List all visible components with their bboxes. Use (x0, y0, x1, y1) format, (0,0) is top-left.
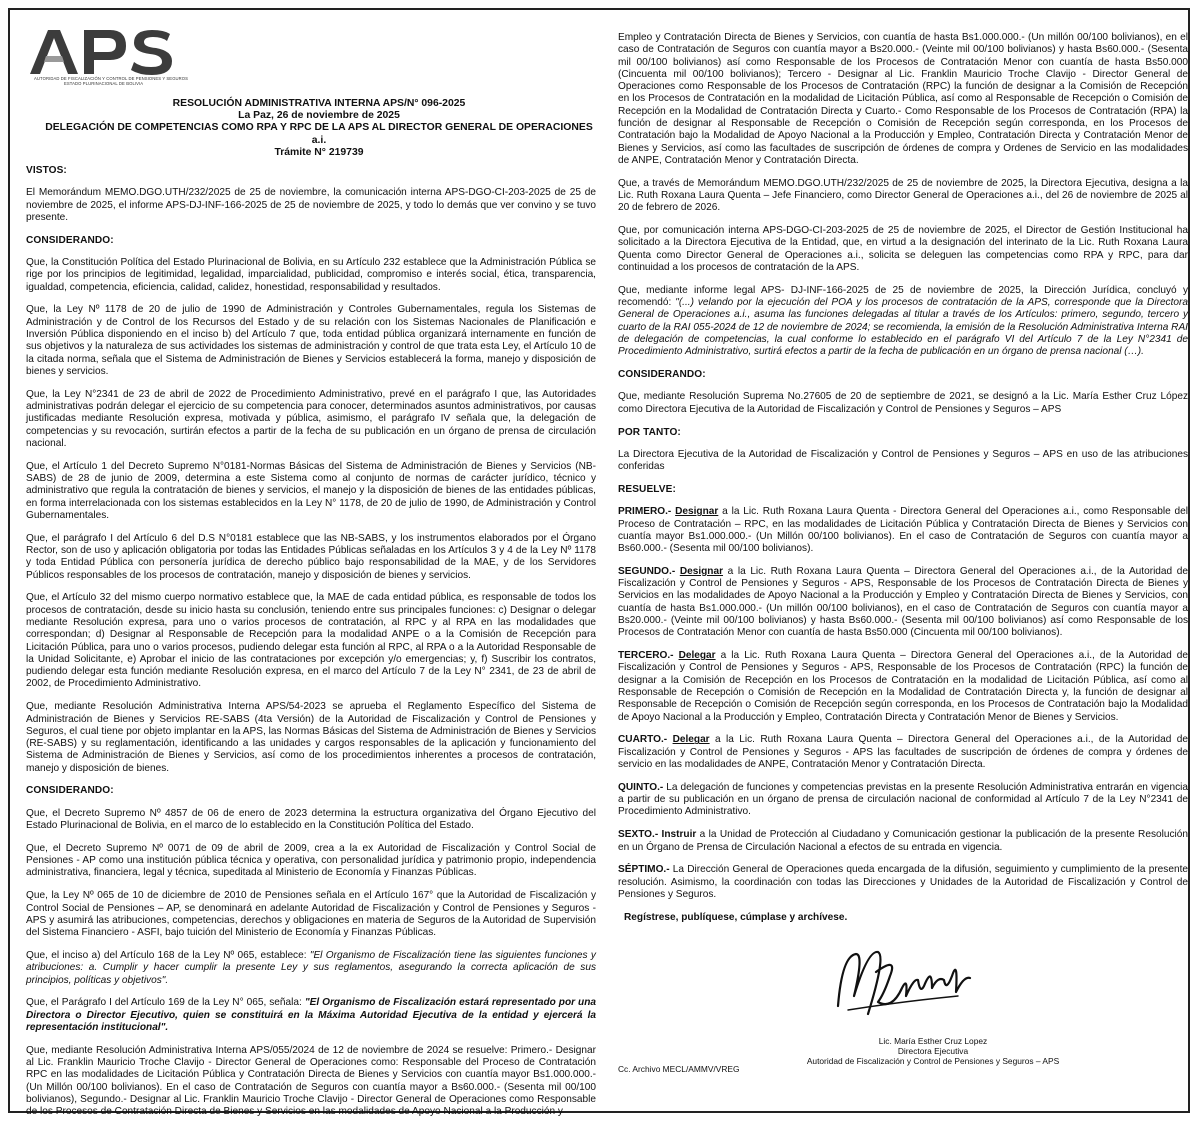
resolution-title: RESOLUCIÓN ADMINISTRATIVA INTERNA APS/N° 096-2025 (172, 98, 466, 109)
paragraph: Que, por comunicación interna APS-DGO-CI-203-2025 de 25 de noviembre de 2025, el Director de Gestión Institucional ha solicitado a la Directora Ejecutiva de la Entidad, que, en virtud a la designación del interinato de la Lic. Ruth Roxana Laura Quenta como Director General de Operaciones a.i., solicita se deleguen las competencias como RPA y RPC, para dar continuidad a los procesos de contratación de la APS. (618, 225, 1188, 274)
quote-lead: Que, el Parágrafo I del Artículo 169 de la Ley N° 065, señala: (26, 997, 305, 1009)
article-label: TERCERO.- (618, 650, 674, 662)
copy-archive-note: Cc. Archivo MECL/AMMV/VREG (618, 1064, 740, 1075)
considerando-heading-2: CONSIDERANDO: (26, 785, 114, 797)
closing-formula: Regístrese, publíquese, cúmplase y archívese. (624, 911, 848, 923)
vistos-paragraph: El Memorándum MEMO.DGO.UTH/232/2025 de 25 de noviembre, la comunicación interna APS-DGO-CI-203-2025 de 25 de noviembre de 2025, el informe APS-DJ-INF-166-2025 de 25 de noviembre de 2025, y todo lo demás que ver convino y se tuvo presente. (26, 187, 596, 223)
article-tercero (618, 650, 1188, 724)
article-label: SEXTO.- (618, 829, 659, 841)
article-label: SÉPTIMO.- (618, 864, 670, 876)
considerando-heading-3: CONSIDERANDO: (618, 369, 706, 381)
article-label: SEGUNDO.- (618, 565, 676, 577)
paragraph: Que, mediante Resolución Administrativa Interna APS/055/2024 de 12 de noviembre de 2024 se resuelve: Primero.- Designar al Lic. Franklin Mauricio Troche Clavijo - Director General de Operaciones como: Responsable del Proceso de Contratación RPC en las modalidades de Licitación Pública y Contratación Directa de Bienes y Servicios con cuantía mayor Bs1.000.000.- (Un Millón 00/100 bolivianos). En el caso de Contratación de Seguros con cuantía mayor a Bs60.000.- (Sesenta mil 00/100 bolivianos), Segundo.- Designar al Lic. Franklin Mauricio Troche Clavijo - Director General de Operaciones como Responsable de los Procesos de Contratación Directa de Bienes y Servicios en las modalidades de Apoyo Nacional a la Producción y (26, 1044, 596, 1118)
paragraph: Que, la Constitución Política del Estado Plurinacional de Bolivia, en su Artículo 232 establece que la Administración Pública se rige por los principios de legitimidad, legalidad, imparcialidad, publicidad, compromiso e interés social, ética, transparencia, igualdad, competencia, eficiencia, calidad, calidez, honestidad, responsabilidad y resultados. (26, 257, 596, 293)
article-verb: Delegar (678, 650, 716, 662)
paragraph: Que, la Ley Nº 1178 de 20 de julio de 1990 de Administración y Controles Gubernamentales, regula los Sistemas de Administración y de Control de los Recursos del Estado y de su relación con los Sistemas Nacionales de Planificación e Inversión Pública disponiendo en el inciso b) del Artículo 7 que, toda entidad pública organizará internamente en función de sus objetivos y la naturaleza de sus actividades los sistemas de administración y control de que trata esta Ley, el Artículo 10 de la citada norma, señala que el Sistema de Administración de Bienes y Servicios establecerá la forma, manejo y disposición de bienes y servicios. (26, 304, 596, 377)
article-text: a la Lic. Ruth Roxana Laura Quenta – Directora General del Operaciones a.i., de la Autoridad de Fiscalización y Control de Pensiones y Seguros - APS, Responsable de los Procesos de Contratación (RPC) la función de designar a la Comisión de Recepción en los Procesos de Contratación en la modalidad de Licitación Pública, así como al Responsable de Recepción o Comisión de Recepción en la Modalidad de Contratación Directa y, la función de designar al Responsable de Recepción o Comisión de Recepción según corresponda, en los Procesos de Contratación bajo la Modalidad de Apoyo Nacional a la Producción y Empleo, Contratación Directa y Contratación Menor de Bienes y Servicios. (618, 650, 1188, 723)
quote-lead: Que, mediante informe legal APS- DJ-INF-166-2025 de 25 de noviembre de 2025, la Dirección Jurídica, concluyó y recomendó: (618, 284, 1188, 309)
article-text: La delegación de funciones y competencias previstas en la presente Resolución Administrativa entrarán en vigencia a partir de su publicación en un órgano de prensa de circulación nacional de conformidad al Artículo 7 de la Ley N°2341 de Procedimiento Administrativo. (618, 781, 1188, 818)
quote-text: "(...) velando por la ejecución del POA y los procesos de contratación de la APS, corresponde que la Directora General de Operaciones a.i., asuma las funciones delegadas al titular a través de los Artículos: primero, segundo, tercero y cuarto de la RAI 055-2024 de 12 de noviembre de 2024; se recomienda, la emisión de la Resolución Administrativa Interna RAI de delegación de competencias, la cual conforme lo establecido en el parágrafo VI del Artículo 7 de la Ley N°2341 de Procedimiento Administrativo, surtirá efectos a partir de la fecha de publicación en un órgano de prensa nacional (…). (618, 297, 1188, 358)
article-text: a la Lic. Ruth Roxana Laura Quenta – Directora General del Operaciones a.i., de la Autoridad de Fiscalización y Control de Pensiones y Seguros - APS, Responsable de los Procesos de Contratación Directa de Bienes y Servicios en las modalidades de Apoyo Nacional a la Producción y Empleo y Contratación Directa de Bienes y Servicios, con cuantía de hasta Bs1.000.000.- (Un millón 00/100 bolivianos), en el caso de Contratación de Seguros con cuantía mayor a Bs20.000.- (Veinte mil 00/100 bolivianos) y hasta Bs60.000.- (Sesenta mil 00/100 bolivianos) así como Responsable de los Procesos de Contratación Menor con cuantía de hasta Bs50.000 (Cincuenta mil 00/100 bolivianos). (618, 565, 1188, 639)
aps-logo (26, 24, 226, 90)
article-quinto (618, 782, 1188, 819)
paragraph: Que, el Decreto Supremo Nº 4857 de 06 de enero de 2023 determina la estructura organizativa del Órgano Ejecutivo del Estado Plurinacional de Bolivia, en el marco de lo establecido en la Constitución Política del Estado. (26, 807, 596, 832)
article-verb: Designar (675, 506, 719, 518)
aps-logo-mark (26, 24, 196, 76)
paragraph: Empleo y Contratación Directa de Bienes y Servicios, con cuantía de hasta Bs1.000.000.- (Un millón 00/100 bolivianos), en el caso de Contratación de Seguros con cuantía mayor a Bs20.000.- (Veinte mil 00/100 bolivianos) y hasta Bs60.000.- (Sesenta mil 00/100 bolivianos) así como Responsable de los Procesos de Contratación Menor con cuantía de hasta Bs50.000 (Cincuenta mil 00/100 bolivianos); Tercero - Designar al Lic. Franklin Mauricio Troche Clavijo - Director General de Operaciones como Responsable de los Procesos de Contratación (RPC) la función de designar a la Comisión de Recepción en los Procesos de Contratación en la modalidad de Licitación Pública, así como al Responsable de Recepción o Comisión de Recepción en la Modalidad de Contratación Directa y Cuarto.- Como Responsable de los Procesos de Contratación (RPA) la función de designar al Responsable de Recepción o Comisión de Recepción según corresponda, en los Procesos de Contratación bajo la Modalidad de Apoyo Nacional a la Producción y Empleo, Contratación Directa y Contratación Menor de Bienes y Servicios, así como las facultades de suscripción de órdenes de compra y Ordenes de Servicio en las modalidades de ANPE, Contratación Menor y Contratación Directa. (618, 32, 1188, 166)
paragraph: Que, a través de Memorándum MEMO.DGO.UTH/232/2025 de 25 de noviembre de 2025, la Directora Ejecutiva, designa a la Lic. Ruth Roxana Laura Quenta – Jefe Financiero, como Director General de Operaciones a.i., del 26 de noviembre de 2025 al 20 de febrero de 2026. (618, 177, 1188, 214)
left-column (26, 24, 596, 1129)
signatory-name: Lic. María Esther Cruz Lopez (878, 1036, 988, 1047)
vistos-heading: VISTOS: (26, 165, 67, 177)
signatory-details (768, 1036, 1098, 1066)
article-verb: Instruir (661, 829, 697, 841)
considerando-heading-1: CONSIDERANDO: (26, 234, 114, 246)
paragraph: Que, mediante Resolución Administrativa Interna APS/54-2023 se aprueba el Reglamento Específico del Sistema de Administración de Bienes y Servicios RE-SABS (4ta Versión) de la Autoridad de Fiscalización y Control de Pensiones y Seguros, el cual tiene por objeto implantar en la APS, las Normas Básicas del Sistema de Administración de Bienes y Servicios (RE-SABS) y su reglamentación, identificando a las unidades y cargos responsables de la aplicación y funcionamiento del Sistema de Administración de Bienes y Servicios, así como de los procedimientos inherentes a procesos de contratación, manejo y disposición de bienes. (26, 701, 596, 774)
paragraph-with-quote (618, 285, 1188, 359)
document-header (26, 98, 596, 159)
right-column (618, 32, 1188, 1075)
article-text: a la Lic. Ruth Roxana Laura Quenta - Directora General del Operaciones a.i., como Responsable del Proceso de Contratación – RPC, en las modalidades de Licitación Pública y Contratación Directa de Bienes y Servicios con cuantía mayor Bs1.000.000.- (Un Millón 00/100 bolivianos). En el caso de Contratación de Seguros con cuantía mayor a Bs60.000.- (Sesenta mil 00/100 bolivianos). (618, 506, 1188, 555)
resuelve-heading: RESUELVE: (618, 483, 676, 495)
article-text: a la Unidad de Protección al Ciudadano y Comunicación gestionar la publicación de la presente Resolución en un Órgano de Prensa de Circulación Nacional a efectos de su entrada en vigencia. (618, 829, 1188, 853)
logo-subtitle-line-1: AUTORIDAD DE FISCALIZACIÓN Y CONTROL DE PENSIONES Y SEGUROS (34, 76, 189, 81)
article-text: La Dirección General de Operaciones queda encargada de la difusión, seguimiento y cumplimiento de la presente resolución. Asimismo, la coordinación con todas las Direcciones y Unidades de la Autoridad de Fiscalización y Control de Pensiones y Seguros. (618, 864, 1188, 900)
article-verb: Designar (679, 565, 724, 577)
article-text: a la Lic. Ruth Roxana Laura Quenta – Directora General del Operaciones a.i., de la Autoridad de Fiscalización y Control de Pensiones y Seguros - APS las facultades de suscripción de órdenes de compra y órdenes de servicio en las modalidades de ANPE, Contratación Menor y Contratación Directa. (618, 734, 1188, 771)
paragraph: Que, la Ley N°2341 de 23 de abril de 2022 de Procedimiento Administrativo, prevé en el parágrafo I que, las Autoridades administrativas podrán delegar el ejercicio de su competencia para conocer, determinados asuntos administrativos, por causas justificadas mediante Resolución expresa, motivada y pública, asimismo, el parágrafo IV señala que, la delegación de competencias y su revocación, surtirán efectos a partir de la fecha de su publicación en un órgano de prensa de circulación nacional. (26, 388, 596, 449)
quote-text: "El Organismo de Fiscalización estará representado por una Directora o Director Ejecutivo, quien se constituirá en la Máxima Autoridad Ejecutiva de la entidad y ejercerá la representación institucional". (26, 997, 596, 1033)
paragraph-with-quote (26, 950, 596, 987)
paragraph: Que, el Artículo 1 del Decreto Supremo N°0181-Normas Básicas del Sistema de Administración de Bienes y Servicios (NB-SABS) de 28 de junio de 2009, determina a este Sistema como al conjunto de normas de carácter jurídico, técnico y administrativo que regula la contratación de bienes y servicios, el manejo y la disposición de bienes de las entidades públicas, en forma interrelacionada con los sistemas establecidos en la Ley N° 1178, de 20 de julio de 1990, de Administración y Control Gubernamentales. (26, 460, 596, 521)
resolution-subject: DELEGACIÓN DE COMPETENCIAS COMO RPA Y RPC DE LA APS AL DIRECTOR GENERAL DE OPERACIONES a.i. (45, 122, 593, 146)
logo-subtitle (34, 76, 188, 86)
article-segundo (618, 566, 1188, 640)
signature-block (618, 924, 1188, 1069)
logo-subtitle-line-2: ESTADO PLURINACIONAL DE BOLIVIA (64, 81, 144, 86)
article-septimo (618, 864, 1188, 901)
page-frame (8, 8, 1190, 1118)
paragraph: Que, el Artículo 32 del mismo cuerpo normativo establece que, la MAE de cada entidad pública, es responsable de todos los procesos de contratación, desde su inicio hasta su conclusión, teniendo entre sus principales funciones: c) Designar o delegar mediante Resolución expresa, para uno o varios procesos de contratación, al RPC y al RPA en las modalidades que correspondan; d) Designar al Responsable de Recepción para la modalidad ANPE o a la Comisión de Recepción para Licitación Pública, para uno o varios procesos, pudiendo delegar esta función al RPC, al RPA o a la Autoridad Responsable de la Unidad Solicitante, e) Aprobar el inicio de las contrataciones por excepción y/o emergencias; y, f) Suscribir los contratos, pudiendo delegar esta función mediante Resolución expresa, en el marco del Artículo 7 de la Ley N° 2341, de 23 de abril de 2002, de Procedimiento Administrativo. (26, 592, 596, 690)
handwritten-signature (828, 936, 978, 1026)
article-verb: Delegar (672, 734, 710, 746)
article-primero (618, 506, 1188, 555)
signatory-organization: Autoridad de Fiscalización y Control de Pensiones y Seguros – APS (806, 1056, 1060, 1067)
resolution-date: La Paz, 26 de noviembre de 2025 (238, 110, 400, 122)
article-label: CUARTO.- (618, 734, 668, 746)
article-label: QUINTO.- (618, 781, 664, 793)
paragraph: La Directora Ejecutiva de la Autoridad de Fiscalización y Control de Pensiones y Seguros – APS en uso de las atribuciones conferidas (618, 448, 1188, 473)
paragraph: Que, mediante Resolución Suprema No.27605 de 20 de septiembre de 2021, se designó a la Lic. María Esther Cruz López como Directora Ejecutiva de la Autoridad de Fiscalización y Control de Pensiones y Seguros – APS (618, 391, 1188, 415)
paragraph: Que, la Ley Nº 065 de 10 de diciembre de 2010 de Pensiones señala en el Artículo 167° que la Autoridad de Fiscalización y Control Social de Pensiones – AP, se denominará en adelante Autoridad de Fiscalización y Control de Pensiones y Seguros - APS y asumirá las atribuciones, competencias, derechos y obligaciones en materia de Seguros de la Autoridad de Supervisión del Sistema Financiero - ASFI, bajo tuición del Ministerio de Economía y Finanzas Públicas. (26, 890, 596, 939)
article-cuarto (618, 734, 1188, 771)
tramite-number: Trámite N° 219739 (274, 146, 364, 158)
por-tanto-heading: POR TANTO: (618, 426, 681, 438)
signatory-role: Directora Ejecutiva (897, 1046, 969, 1057)
article-sexto (618, 829, 1188, 854)
quote-lead: Que, el inciso a) del Artículo 168 de la Ley Nº 065, establece: (26, 949, 310, 961)
article-label: PRIMERO.- (618, 506, 672, 518)
quote-text: "El Organismo de Fiscalización tiene las siguientes funciones y atribuciones: a. Cumplir y hacer cumplir la presente Ley y sus reglamentos, asegurando la correcta aplicación de sus principios, políticas y objetivos". (26, 949, 596, 986)
paragraph-with-quote (26, 997, 596, 1034)
paragraph: Que, el parágrafo I del Artículo 6 del D.S N°0181 establece que las NB-SABS, y los instrumentos elaborados por el Órgano Rector, son de uso y aplicación obligatoria por todas las Entidades Públicas señaladas en los Artículos 3 y 4 de la Ley Nº 1178 y toda Entidad Pública con personería jurídica de derecho público bajo responsabilidad de la MAE, y de los Servidores Públicos responsables de los procesos de contratación, manejo y disposición de bienes y servicios. (26, 532, 596, 581)
paragraph: Que, el Decreto Supremo Nº 0071 de 09 de abril de 2009, crea a la ex Autoridad de Fiscalización y Control Social de Pensiones - AP como una institución pública técnica y operativa, con personalidad jurídica y patrimonio propio, independencia administrativa, financiera, legal y técnica, supeditada al Ministerio de Economía y Finanzas Públicas. (26, 842, 596, 879)
